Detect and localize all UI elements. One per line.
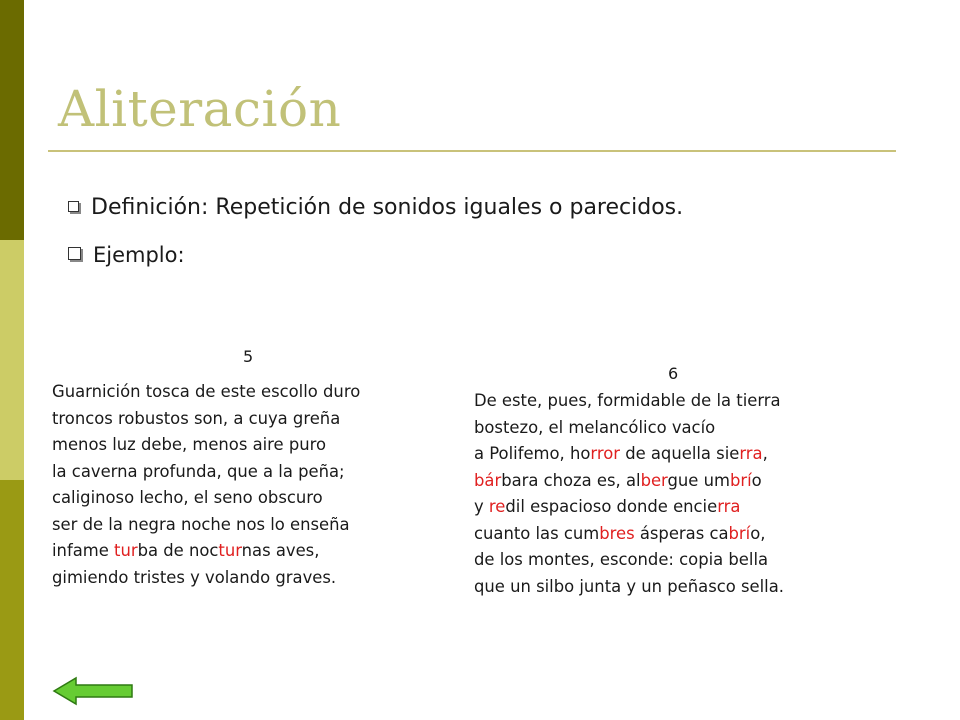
poem-text: ba de noc bbox=[137, 541, 219, 560]
bullet-example-text: Ejemplo: bbox=[93, 243, 185, 267]
poem-text: bara choza es, al bbox=[501, 470, 641, 490]
poem-line bbox=[52, 459, 360, 486]
poem-line bbox=[52, 565, 360, 592]
poem-line bbox=[474, 521, 784, 548]
poem-line bbox=[52, 406, 360, 433]
poem-line bbox=[474, 468, 784, 495]
poem-line bbox=[474, 494, 784, 521]
alliteration-highlight: rra bbox=[717, 497, 741, 516]
poem-text: gue um bbox=[667, 470, 730, 490]
poem-text: o, bbox=[750, 523, 766, 543]
poem-text: nas aves, bbox=[241, 541, 320, 560]
checkbox-bullet-icon bbox=[68, 201, 79, 212]
alliteration-highlight: bres bbox=[599, 523, 635, 543]
poem-text: , bbox=[762, 444, 768, 463]
stanza-right-number: 6 bbox=[668, 364, 679, 383]
sidebar-band-light bbox=[0, 240, 24, 480]
poem-line bbox=[474, 441, 784, 468]
bullet-definition-text: Definición: Repetición de sonidos iguales o parecidos. bbox=[91, 195, 684, 220]
alliteration-highlight: brí bbox=[729, 470, 752, 490]
poem-line bbox=[52, 538, 360, 565]
poem-line bbox=[474, 415, 784, 442]
poem-line bbox=[52, 432, 360, 459]
sidebar-band-mid bbox=[0, 480, 24, 720]
poem-text: o bbox=[751, 470, 762, 490]
slide-title: Aliteración bbox=[58, 80, 342, 138]
poem-line bbox=[52, 379, 360, 406]
alliteration-highlight: bár bbox=[474, 470, 502, 490]
sidebar-band-dark bbox=[0, 0, 24, 240]
poem-line bbox=[474, 388, 784, 415]
left-arrow-icon[interactable] bbox=[52, 675, 136, 707]
poem-text: De este, pues, formidable de la tierra bbox=[474, 391, 781, 410]
alliteration-highlight: re bbox=[488, 497, 506, 516]
title-rule bbox=[48, 150, 896, 152]
poem-text: de los montes, esconde: copia bella bbox=[474, 550, 769, 569]
alliteration-highlight: tur bbox=[218, 541, 242, 560]
alliteration-highlight: rra bbox=[739, 444, 763, 463]
poem-text: gimiendo tristes y volando graves. bbox=[52, 567, 337, 587]
poem-line bbox=[52, 512, 360, 539]
poem-text: y bbox=[474, 497, 489, 516]
alliteration-highlight: brí bbox=[728, 523, 751, 543]
alliteration-highlight: ber bbox=[640, 470, 668, 490]
stanza-right bbox=[474, 388, 784, 600]
poem-line bbox=[52, 485, 360, 512]
bullet-example bbox=[68, 243, 185, 267]
poem-text: menos luz debe, menos aire puro bbox=[52, 435, 327, 454]
poem-text: troncos robustos son, a cuya greña bbox=[52, 408, 341, 428]
poem-text: bostezo, el melancólico vacío bbox=[474, 417, 716, 437]
sidebar-gap bbox=[24, 0, 30, 720]
poem-text: ser de la negra noche nos lo enseña bbox=[52, 514, 350, 534]
poem-text: de aquella sie bbox=[619, 444, 740, 463]
poem-text: dil espacioso donde encie bbox=[505, 497, 718, 516]
poem-text: a Polifemo, ho bbox=[474, 444, 591, 463]
bullet-definition bbox=[68, 195, 683, 220]
poem-line bbox=[474, 547, 784, 574]
poem-text: cuanto las cum bbox=[474, 523, 600, 543]
checkbox-bullet-icon bbox=[68, 247, 81, 260]
poem-text: que un silbo junta y un peñasco sella. bbox=[474, 576, 784, 596]
poem-text: caliginoso lecho, el seno obscuro bbox=[52, 488, 323, 507]
poem-line bbox=[474, 574, 784, 601]
alliteration-highlight: rror bbox=[590, 444, 620, 463]
poem-text: ásperas ca bbox=[634, 523, 729, 543]
stanza-left-number: 5 bbox=[243, 347, 254, 366]
stanza-left bbox=[52, 379, 360, 591]
poem-text: Guarnición tosca de este escollo duro bbox=[52, 382, 361, 401]
poem-text: la caverna profunda, que a la peña; bbox=[52, 461, 345, 481]
poem-text: infame bbox=[52, 541, 115, 560]
alliteration-highlight: tur bbox=[114, 541, 138, 560]
